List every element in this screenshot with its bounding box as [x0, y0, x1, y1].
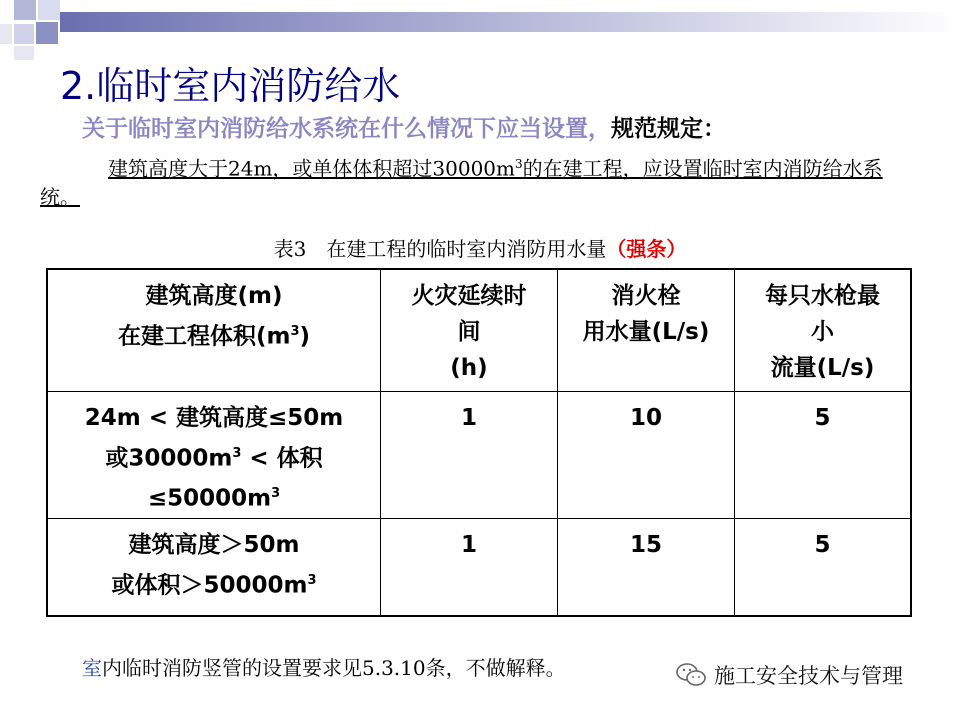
- footnote: [82, 652, 566, 681]
- cell-duration: 1: [381, 391, 558, 518]
- header-text: 消火栓: [611, 283, 681, 309]
- decor-square: [14, 0, 36, 20]
- cell-min-flow: 5: [735, 391, 912, 518]
- decor-square: [14, 24, 34, 44]
- paragraph-text: 建筑高度大于24m，或单体体积超过30000m: [108, 156, 516, 181]
- cell-hydrant-flow: 15: [558, 518, 735, 616]
- header-min-flow: [735, 269, 912, 391]
- header-text: 建筑高度(m): [145, 283, 283, 309]
- header-text: 小: [811, 319, 834, 345]
- footnote-first-char: 室: [82, 656, 102, 680]
- cell-condition: [47, 518, 381, 616]
- cell-text: 建筑高度＞50m: [128, 531, 300, 558]
- cell-duration: 1: [381, 518, 558, 616]
- cell-text: 24m < 建筑高度≤50m: [84, 404, 344, 431]
- watermark-text: 施工安全技术与管理: [714, 664, 903, 688]
- table-row: [47, 518, 911, 616]
- paragraph-text: 的在建工程，应设置临时室内消防给水系统。: [40, 156, 883, 209]
- header-building: [47, 269, 381, 391]
- footnote-text: 内临时消防竖管的设置要求见5.3.10条，不做解释。: [102, 656, 566, 680]
- cell-hydrant-flow: 10: [558, 391, 735, 518]
- header-text: 在建工程体积$(m^3)$: [117, 323, 311, 350]
- header-text: 用水量(L/s): [582, 319, 710, 345]
- decor-square: [14, 46, 34, 60]
- decor-square: [36, 22, 58, 44]
- subtitle-rule: 规范规定：: [611, 116, 726, 142]
- header-duration: [381, 269, 558, 391]
- table-header-row: [47, 269, 911, 391]
- header-text: 火灾延续时: [411, 283, 527, 309]
- header-text: 流量(L/s): [770, 355, 875, 381]
- cell-text: 或$30000m^3$ < 体积: [105, 445, 323, 472]
- header-text: (h): [450, 355, 488, 381]
- decor-square: [38, 0, 60, 20]
- water-usage-table: [46, 268, 912, 617]
- header-bar: [60, 12, 960, 32]
- decor-square: [0, 24, 12, 44]
- header-text: 间: [457, 319, 481, 345]
- mandatory-tag: （强条）: [606, 237, 687, 261]
- cell-text: 或体积$>50000m^3$: [111, 572, 317, 599]
- caption-text: 表3 在建工程的临时室内消防用水量: [273, 237, 607, 261]
- slide-title: 2.临时室内消防给水: [60, 64, 401, 108]
- cell-min-flow: 5: [735, 518, 912, 616]
- subtitle: [82, 110, 726, 143]
- regulation-paragraph: [40, 150, 920, 211]
- cell-text: $\le 50000m^3$: [147, 485, 281, 512]
- cell-condition: [47, 391, 381, 518]
- wechat-icon: [676, 662, 706, 688]
- table-row: [47, 391, 911, 518]
- subtitle-question: 关于临时室内消防给水系统在什么情况下应当设置，: [82, 116, 611, 142]
- header-text: 每只水枪最: [765, 283, 880, 309]
- paragraph-sup: 3: [515, 157, 523, 171]
- table-caption: [0, 233, 960, 262]
- watermark: [676, 660, 903, 690]
- header-hydrant-flow: [558, 269, 735, 391]
